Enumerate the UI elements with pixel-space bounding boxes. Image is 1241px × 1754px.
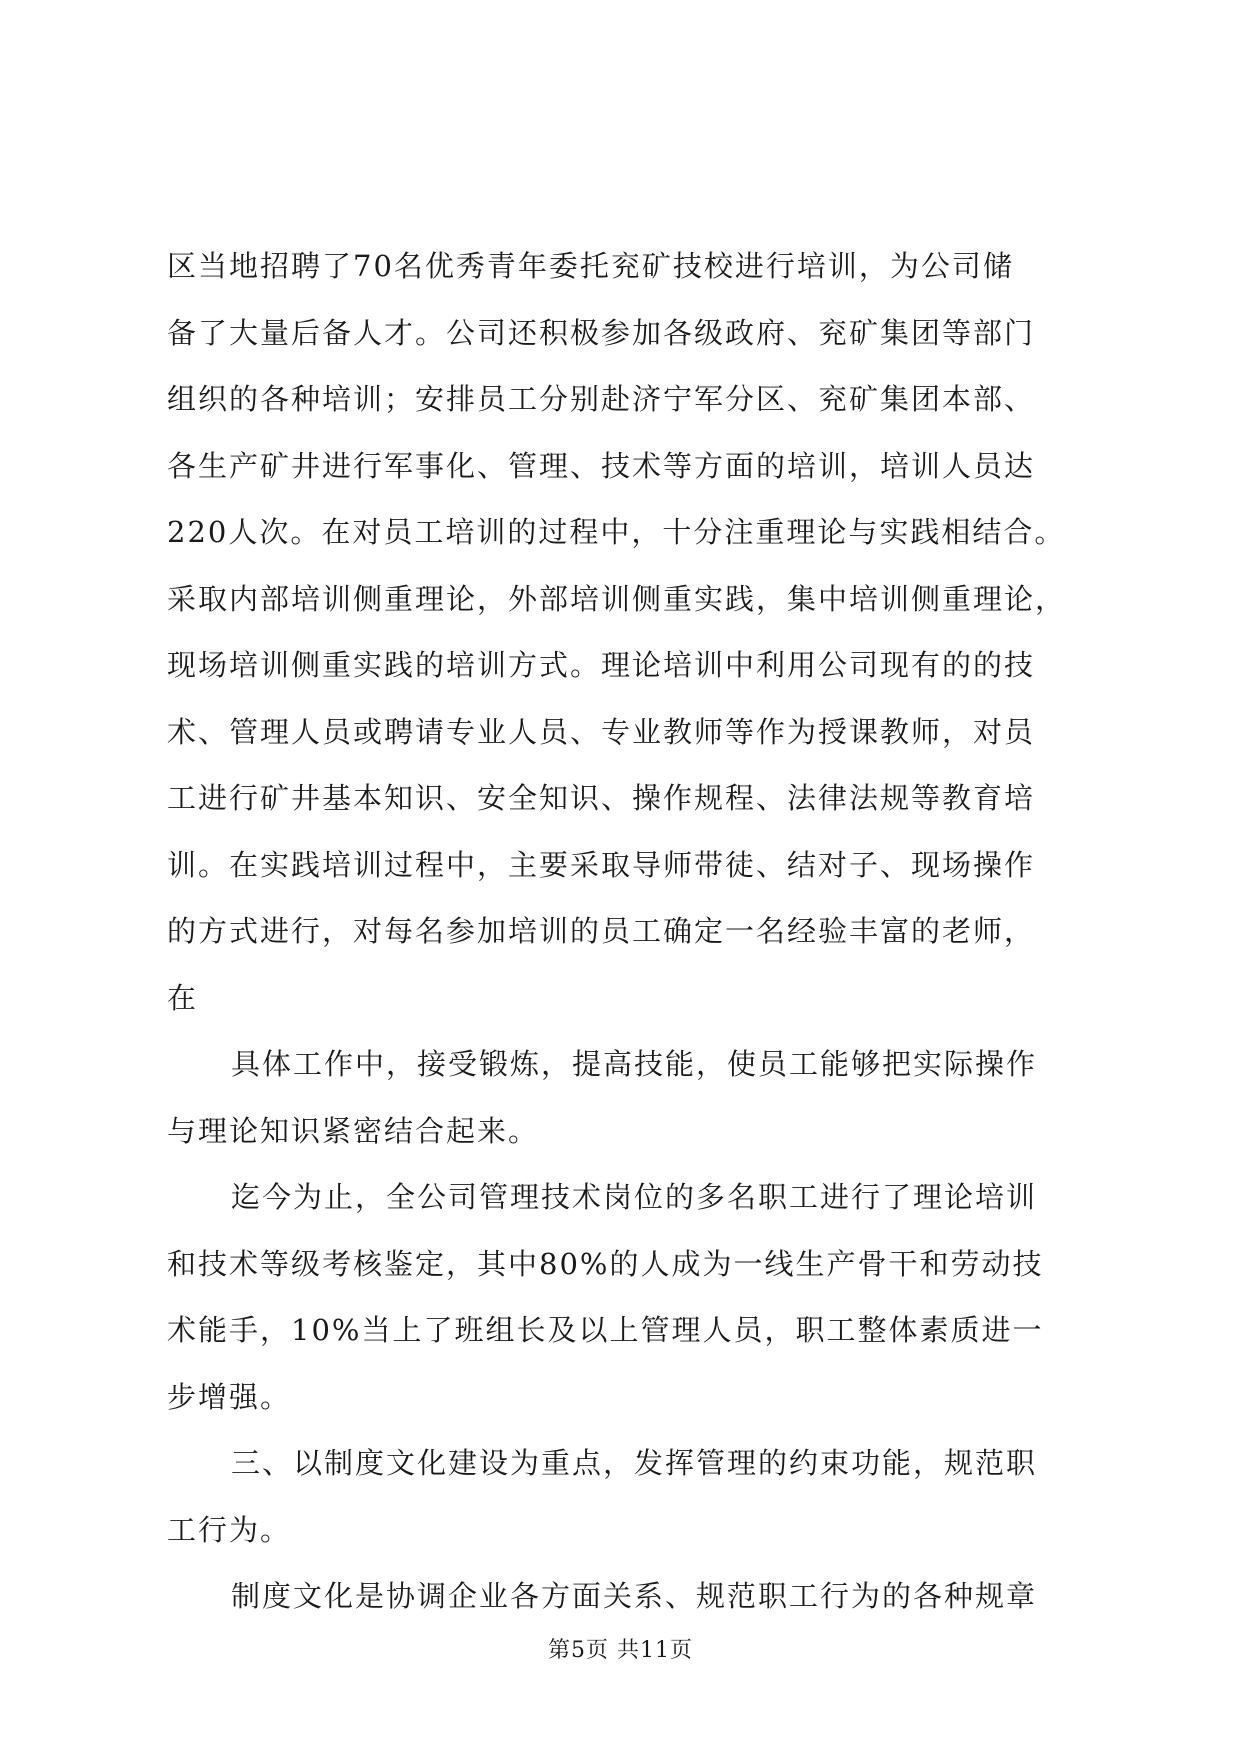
- paragraph-5: [167, 1563, 1087, 1630]
- p1-line-4: 各生产矿井进行军事化、管理、技术等方面的培训，培训人员达: [167, 448, 1036, 483]
- p1-line-10: 训。在实践培训过程中，主要采取导师带徒、结对子、现场操作: [167, 847, 1036, 882]
- p1-line-2: 备了大量后备人才。公司还积极参加各级政府、兖矿集团等部门: [167, 315, 1036, 350]
- p4-line-1: 三、以制度文化建设为重点，发挥管理的约束功能，规范职: [231, 1446, 1038, 1480]
- p1-line-3: 组织的各种培训；安排员工分别赴济宁军分区、兖矿集团本部、: [167, 382, 1036, 416]
- p3-line-4: 步增强。: [167, 1379, 292, 1414]
- p1-line-9: 工进行矿井基本知识、安全知识、操作规程、法律法规等教育培: [167, 781, 1036, 815]
- p3-line-3: 术能手，10%当上了班组长及以上管理人员，职工整体素质进一: [167, 1313, 1044, 1347]
- p3-line-2: 和技术等级考核鉴定，其中80%的人成为一线生产骨干和劳动技: [167, 1246, 1044, 1281]
- p1-line-8: 术、管理人员或聘请专业人员、专业教师等作为授课教师，对员: [167, 714, 1036, 749]
- p1-line-1: 区当地招聘了70名优秀青年委托兖矿技校进行培训，为公司储: [167, 249, 1014, 283]
- page-number-label: 第5页 共11页: [548, 1638, 693, 1663]
- body-text: [167, 233, 1087, 1630]
- p2-line-2: 与理论知识紧密结合起来。: [167, 1113, 540, 1148]
- p1-line-12: 在: [167, 980, 199, 1015]
- paragraph-1: [167, 233, 1087, 1031]
- paragraph-3: [167, 1164, 1087, 1430]
- p5-line-1: 制度文化是协调企业各方面关系、规范职工行为的各种规章: [231, 1579, 1038, 1613]
- p1-line-11: 的方式进行，对每名参加培训的员工确定一名经验丰富的老师，: [167, 914, 1036, 948]
- p1-line-5: 220人次。在对员工培训的过程中，十分注重理论与实践相结合。: [167, 515, 1066, 549]
- page-footer: [0, 1633, 1241, 1664]
- p2-line-1: 具体工作中，接受锻炼，提高技能，使员工能够把实际操作: [231, 1047, 1038, 1081]
- p1-line-6: 采取内部培训侧重理论，外部培训侧重实践，集中培训侧重理论，: [167, 581, 1067, 616]
- p1-line-7: 现场培训侧重实践的培训方式。理论培训中利用公司现有的的技: [167, 648, 1036, 682]
- p3-line-1: 迄今为止，全公司管理技术岗位的多名职工进行了理论培训: [231, 1180, 1038, 1214]
- p4-line-2: 工行为。: [167, 1512, 292, 1547]
- paragraph-4-section-heading: [167, 1430, 1087, 1563]
- paragraph-2: [167, 1031, 1087, 1164]
